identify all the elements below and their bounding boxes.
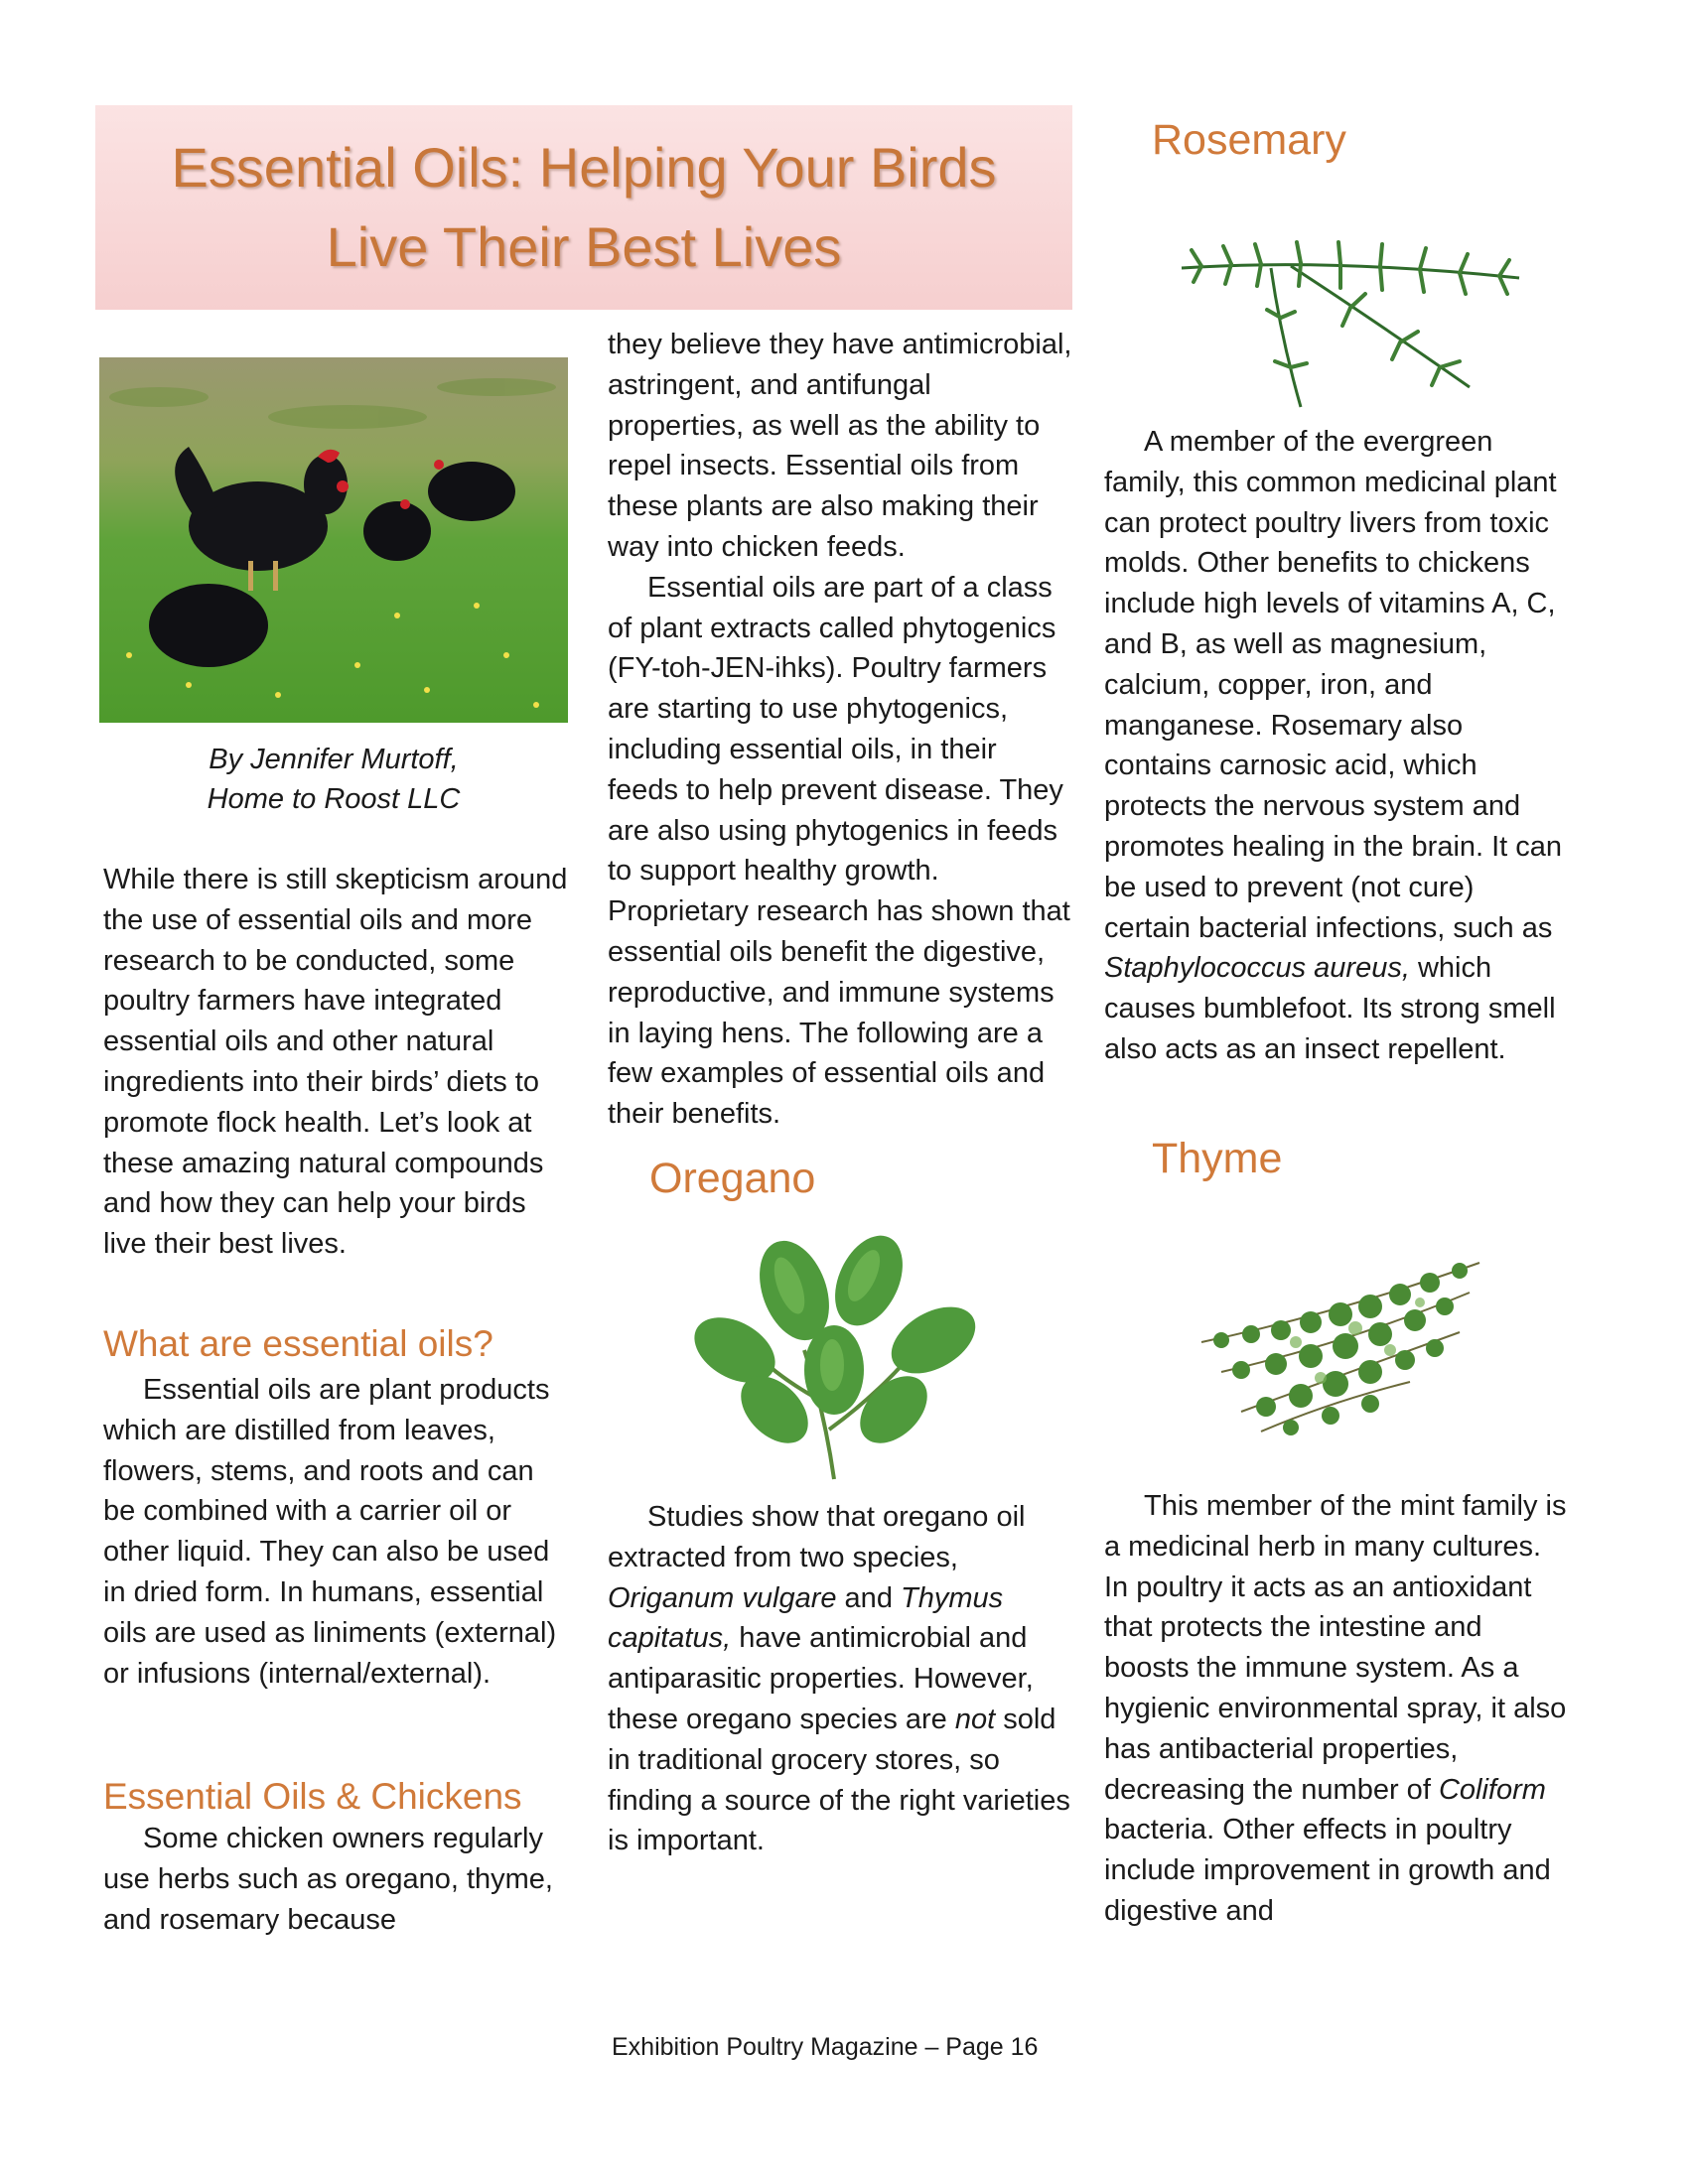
byline: [99, 740, 568, 819]
intro-paragraph: While there is still skepticism around the use of essential oils and more research to be conducted, some poultry farmers have integrated essential oils and other natural ingredients into their birds’ diets to promote flock health. Let’s look at these amazing natural compounds and how they can help your birds live their best lives.: [103, 864, 568, 1261]
title-banner: [95, 105, 1072, 310]
heading-essential-oils-and-chickens: Essential Oils & Chickens: [103, 1776, 522, 1817]
article-title-line-2: Live Their Best Lives: [326, 215, 842, 278]
byline-org: Home to Roost LLC: [207, 783, 461, 815]
chickens-paragraph-start: Some chicken owners regularly use herbs such as oregano, thyme, and rosemary because: [103, 1823, 553, 1936]
emphasis-not: not: [954, 1703, 996, 1735]
oregano-paragraph: Studies show that oregano oil extracted from two species, Origanum vulgare and Thymus capitatus, have antimicrobial and antiparasitic properties. However, these oregano species are not sold in traditional grocery stores, so finding a source of the right varieties is important.: [608, 1501, 1070, 1857]
what-are-essential-oils-paragraph: Essential oils are plant products which are distilled from leaves, flowers, stems, and roots and can be combined with a carrier oil or other liquid. They can also be used in dried form. In humans, essential oils are used as liniments (external) or infusions (internal/external).: [103, 1374, 557, 1690]
species-thymus: Thymus capitatus,: [608, 1581, 1004, 1655]
byline-author: By Jennifer Murtoff,: [209, 744, 459, 775]
heading-oregano: Oregano: [649, 1155, 816, 1202]
heading-what-are-essential-oils: What are essential oils?: [103, 1323, 493, 1364]
species-staphylococcus: Staphylococcus aureus,: [1104, 952, 1410, 985]
chickens-paragraph-continued: they believe they have antimicrobial, astringent, and antifungal properties, as well as the ability to repel insects. Essential oils from these plants are also making their way into chicken feeds. Essential oils are part of a class of plant extracts called phytogenics (FY-toh-JEN-ihks). Poultry farmers are starting to use phytogenics, including essential oils, in their feeds to help prevent disease. They are also using phytogenics in feeds to support healthy growth. Proprietary research has shown that essential oils benefit the digestive, reproductive, and immune systems in laying hens. The following are a few examples of essential oils and their benefits.: [608, 325, 1074, 1135]
phytogenics-paragraph: Essential oils are part of a class of plant extracts called phytogenics (FY-toh-JEN-ihks). Poultry farmers are starting to use phytogenics, including essential oils, in their feeds to help prevent disease. They are also using phytogenics in feeds to support healthy growth. Proprietary research has shown that essential oils benefit the digestive, reproductive, and immune systems in laying hens. The following are a few examples of essential oils and their benefits.: [608, 571, 1070, 1131]
rosemary-paragraph: A member of the evergreen family, this common medicinal plant can protect poultry livers from toxic molds. Other benefits to chickens include high levels of vitamins A, C, and B, as well as magnesium, calcium, copper, iron, and manganese. Rosemary also contains carnosic acid, which protects the nervous system and promotes healing in the brain. It can be used to prevent (not cure) certain bacterial infections, such as Staphylococcus aureus, which causes bumblefoot. Its strong smell also acts as an insect repellent.: [1104, 426, 1563, 1065]
article-title-line-1: Essential Oils: Helping Your Birds: [171, 136, 997, 199]
thyme-paragraph: This member of the mint family is a medicinal herb in many cultures. In poultry it acts as an antioxidant that protects the intestine and boosts the immune system. As a hygienic environmental spray, it also has antibacterial properties, decreasing the number of Coliform bacteria. Other effects in poultry include improvement in growth and digestive and: [1104, 1490, 1567, 1927]
species-origanum: Origanum vulgare: [608, 1581, 837, 1614]
thyme-image: [1182, 1223, 1499, 1461]
heading-thyme: Thyme: [1152, 1135, 1283, 1182]
chickens-photo: [99, 357, 568, 723]
page-footer: Exhibition Poultry Magazine – Page 16: [612, 2033, 1039, 2061]
species-coliform: Coliform: [1438, 1773, 1546, 1806]
rosemary-image: [1172, 199, 1529, 417]
heading-rosemary: Rosemary: [1152, 116, 1346, 164]
oregano-image: [655, 1231, 1013, 1489]
